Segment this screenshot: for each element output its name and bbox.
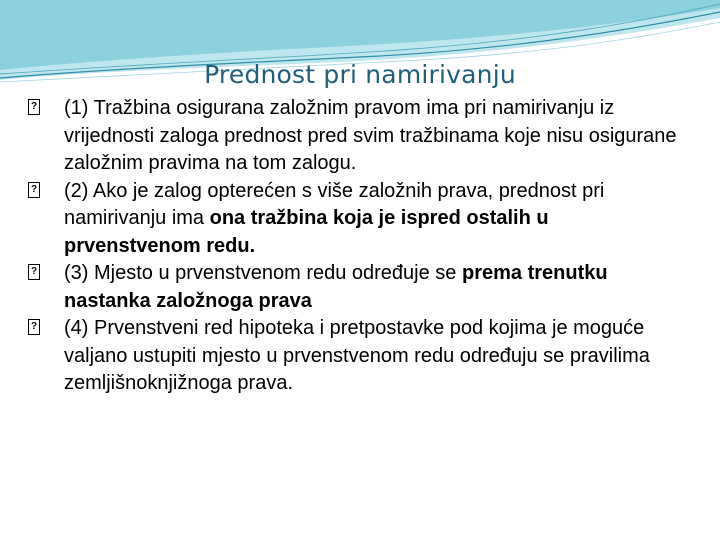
item-number: (4) — [64, 317, 94, 339]
list-item — [28, 260, 678, 315]
slide-title: Prednost pri namirivanju — [204, 60, 516, 89]
bullet-icon: ? — [28, 319, 40, 335]
item-number: (2) — [64, 179, 93, 202]
item-number: (3) — [64, 262, 94, 284]
item-text: Prvenstveni red hipoteka i pretpostavke pod kojima je moguće valjano ustupiti mjesto u prvenstvenom redu određuju se pravilima zemljišnoknjižnoga prava. — [64, 317, 650, 394]
bullet-icon: ? — [28, 264, 40, 280]
item-text: Mjesto u prvenstvenom redu određuje se — [94, 262, 462, 284]
item-text-bold: prema trenutku nastanka založnoga prava — [64, 262, 608, 312]
item-text: Ako je zalog opterećen s više založnih prava, prednost pri namirivanju ima — [64, 179, 605, 229]
bullet-icon: ? — [28, 99, 40, 115]
list-item — [28, 178, 678, 261]
list-item — [28, 95, 678, 178]
bullet-icon: ? — [28, 182, 40, 198]
item-text: Tražbina osigurana založnim pravom ima pri namirivanju iz vrijednosti zaloga prednost pred svim tražbinama koje nisu osigurane založnim pravima na tom zalogu. — [64, 97, 677, 174]
list-item — [28, 315, 678, 398]
item-text-bold: ona tražbina koja je ispred ostalih u prvenstvenom redu. — [64, 207, 549, 257]
slide-body — [28, 95, 678, 398]
item-number: (1) — [64, 97, 94, 119]
